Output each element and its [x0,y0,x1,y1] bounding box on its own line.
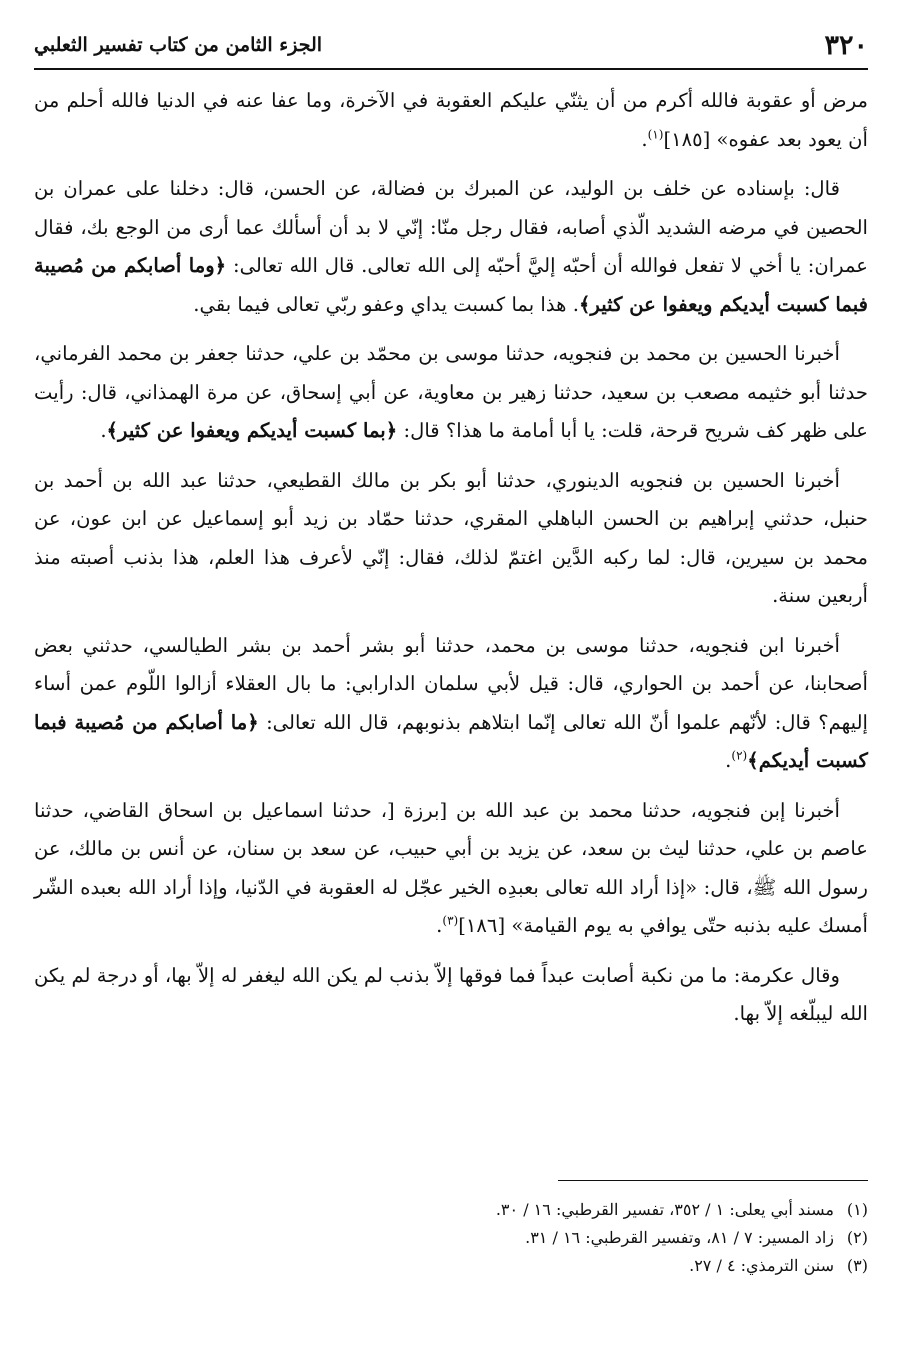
footnote-item [34,1252,868,1280]
footnote-item [34,1196,868,1224]
main-text [34,82,868,1045]
paragraph-tail: . [436,914,443,937]
paragraph-text: وقال عكرمة: ما من نكبة أصابت عبداً فما فوقها إلاّ بذنب لم يكن الله ليغفر له إلاّ بها، أو درجة لم يكن الله ليبلّغه إلاّ بها. [34,963,868,1025]
footnotes [34,1196,868,1280]
paragraph-text: مرض أو عقوبة فالله أكرم من أن يثنّي عليكم العقوبة في الآخرة، وما عفا عنه في الدنيا فالله أحلم من أن يعود بعد عفوه» [١٨٥] [34,89,868,151]
footnote-text: زاد المسير: ٧ / ٨١، وتفسير القرطبي: ١٦ / ٣١. [525,1228,834,1247]
footnote-text: سنن الترمذي: ٤ / ٢٧. [689,1256,834,1275]
paragraph-text: أخبرنا الحسين بن محمد بن فنجويه، حدثنا موسى بن محمّد بن علي، حدثنا جعفر بن محمد الفرماني، حدثنا أبو خثيمه مصعب بن سعيد، حدثنا زهير بن معاوية، عن أبي إسحاق، عن مرة الهمذاني، قال: رأيت على ظهر كف شريح قرحة، قلت: يا أبا أمامة ما هذا؟ قال: [34,342,868,442]
paragraph-tail: . [725,749,732,772]
paragraph-text: أخبرنا الحسين بن فنجويه الدينوري، حدثنا أبو بكر بن مالك القطيعي، حدثنا عبد الله بن أحمد بن حنبل، حدثني إبراهيم بن الحسن الباهلي المقري، حدثنا حمّاد بن زيد أبو إسماعيل عن ابن عون، عن محمد بن سيرين، قال: لما ركبه الدَّين اغتمّ لذلك، فقال: إنّي لأعرف هذا العلم، هذا بذنب أصبته منذ أربعين سنة. [34,468,868,607]
paragraph-2 [34,170,868,324]
quran-verse: ﴿بما كسبت أيديكم ويعفوا عن كثير﴾ [106,419,398,442]
footnote-ref: (٢) [731,748,748,763]
paragraph-5 [34,627,868,781]
paragraph-text-after: . [100,419,107,442]
paragraph-4 [34,462,868,616]
quran-verse: ﴿وما أصابكم من مُصيبة فبما كسبت أيديكم ويعفوا عن كثير﴾ [34,254,868,316]
footnote-ref: (٣) [442,913,459,928]
footnote-number: (٢) [846,1228,868,1247]
paragraph-text-after: . هذا بما كسبت يداي وعفو ربّي تعالى فيما بقي. [193,292,579,316]
footnote-number: (١) [846,1200,868,1219]
footnote-text: مسند أبي يعلى: ١ / ٣٥٢، تفسير القرطبي: ١٦ / ٣٠. [495,1200,834,1219]
running-title: الجزء الثامن من كتاب تفسير الثعلبي [34,34,323,56]
footnote-separator [558,1180,868,1181]
footnote-number: (٣) [846,1256,868,1275]
page-header [34,24,868,70]
paragraph-7 [34,957,868,1034]
paragraph-3 [34,335,868,451]
footnote-ref: (١) [647,126,664,141]
paragraph-text: أخبرنا ابن فنجويه، حدثنا موسى بن محمد، حدثنا أبو بشر أحمد بن بشر الطيالسي، حدثني بعض أصحابنا، عن أحمد بن الحواري، قال: قيل لأبي سلمان الدارابي: ما بال العقلاء أزالوا اللّوم عمن أساء إليهم؟ قال: لأنّهم علموا أنّ الله تعالى إنّما ابتلاهم بذنوبهم، قال الله تعالى: [34,633,868,734]
paragraph-text: قال: بإسناده عن خلف بن الوليد، عن المبرك بن فضالة، عن الحسن، قال: دخلنا على عمران بن الحصين في مرضه الشديد الّذي أصابه، فقال رجل منّا: إنّي لا بد أن أسألك عما أرى من الوجع بك، فقال عمران: يا أخي لا تفعل فوالله أن أحبّه إليَّ أحبّه إلى الله تعالى. قال الله تعالى: [34,177,868,277]
footnote-item [34,1224,868,1252]
quran-verse: ﴿ما أصابكم من مُصيبة فبما كسبت أيديكم﴾ [34,710,868,772]
paragraph-6 [34,792,868,946]
page-number: ٣٢٠ [824,30,868,61]
paragraph-tail: . [641,127,648,151]
paragraph-text: أخبرنا إبن فنجويه، حدثنا محمد بن عبد الله بن [برزة [، حدثنا اسماعيل بن اسحاق القاضي، حدثنا عاصم بن علي، حدثنا ليث بن سعد، عن يزيد بن أبي حبيب، عن سعد بن سنان، عن أنس بن مالك، عن رسول الله ﷺ، قال: «إذا أراد الله تعالى بعبدِه الخير عجّل له العقوبة في الدّنيا، وإذا أراد الله بعبده الشّر أمسك عليه بذنبه حتّى يوافي به يوم القيامة» [١٨٦] [34,798,868,937]
paragraph-1 [34,82,868,159]
